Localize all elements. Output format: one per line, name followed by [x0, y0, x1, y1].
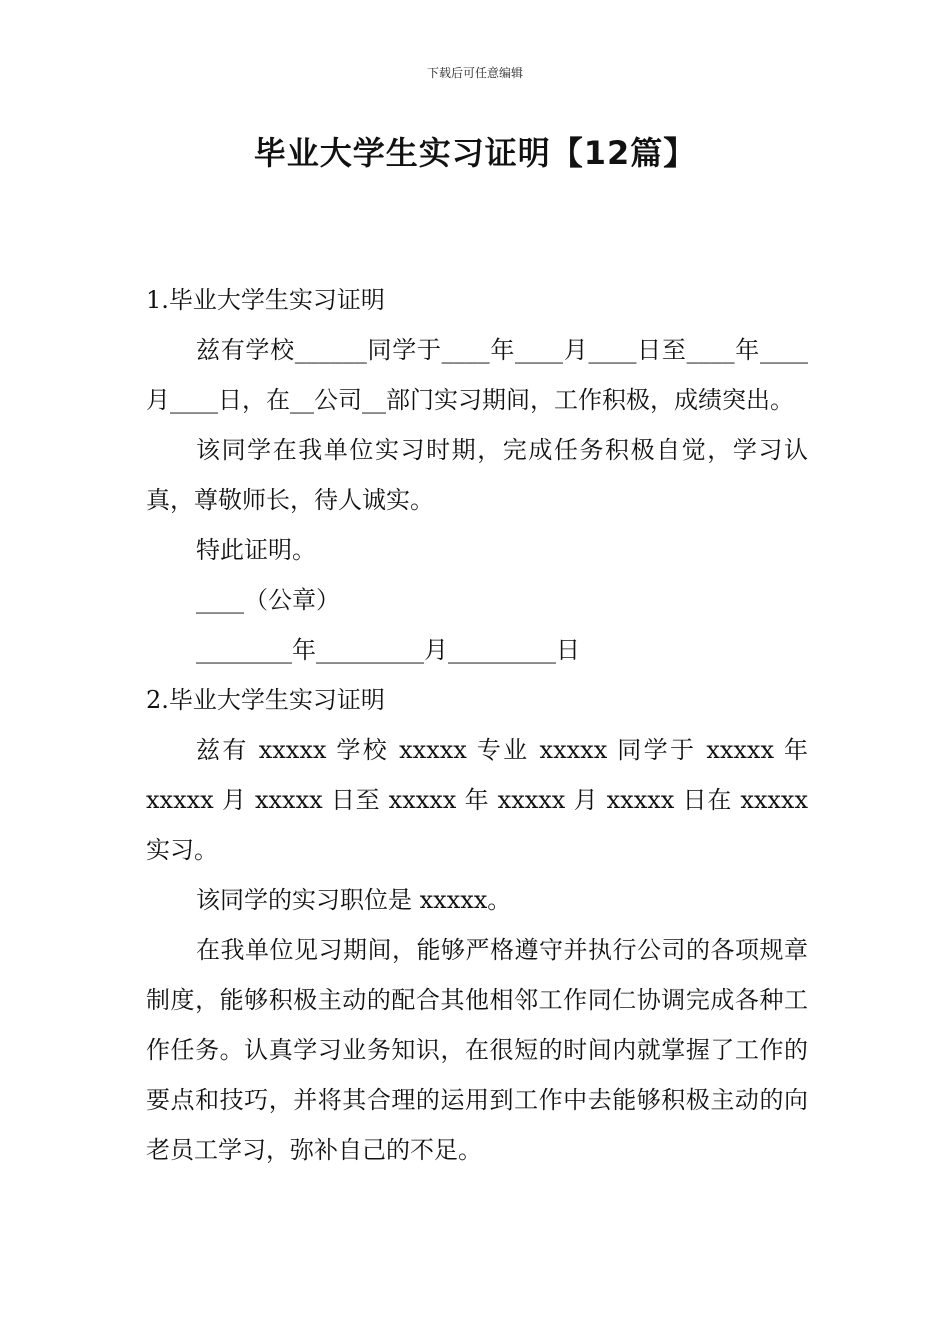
seal-line: ____（公章）: [196, 586, 340, 614]
paragraph: 特此证明。: [196, 536, 316, 564]
document-body: [146, 275, 808, 1175]
section-1: [146, 275, 808, 675]
paragraph: 兹有 xxxxx 学校 xxxxx 专业 xxxxx 同学于 xxxxx 年 xxxxx 月 xxxxx 日至 xxxxx 年 xxxxx 月 xxxxx 日在 xxxxx 实习。: [146, 736, 808, 864]
section-heading: 1.毕业大学生实习证明: [146, 286, 385, 314]
paragraph: 兹有学校______同学于____年____月____日至____年____月____日，在__公司__部门实习期间，工作积极，成绩突出。: [146, 336, 808, 414]
header-note: 下载后可任意编辑: [426, 66, 523, 80]
section-heading: 2.毕业大学生实习证明: [146, 686, 385, 714]
date-line: ________年_________月_________日: [196, 636, 580, 664]
paragraph: 该同学在我单位实习时期，完成任务积极自觉，学习认真，尊敬师长，待人诚实。: [146, 436, 808, 514]
paragraph: 在我单位见习期间，能够严格遵守并执行公司的各项规章制度，能够积极主动的配合其他相邻工作同仁协调完成各种工作任务。认真学习业务知识，在很短的时间内就掌握了工作的要点和技巧，并将其合理的运用到工作中去能够积极主动的向老员工学习，弥补自己的不足。: [146, 936, 808, 1164]
section-2: [146, 675, 808, 1175]
paragraph: 该同学的实习职位是 xxxxx。: [196, 886, 512, 914]
document-title: 毕业大学生实习证明【12篇】: [253, 134, 697, 172]
